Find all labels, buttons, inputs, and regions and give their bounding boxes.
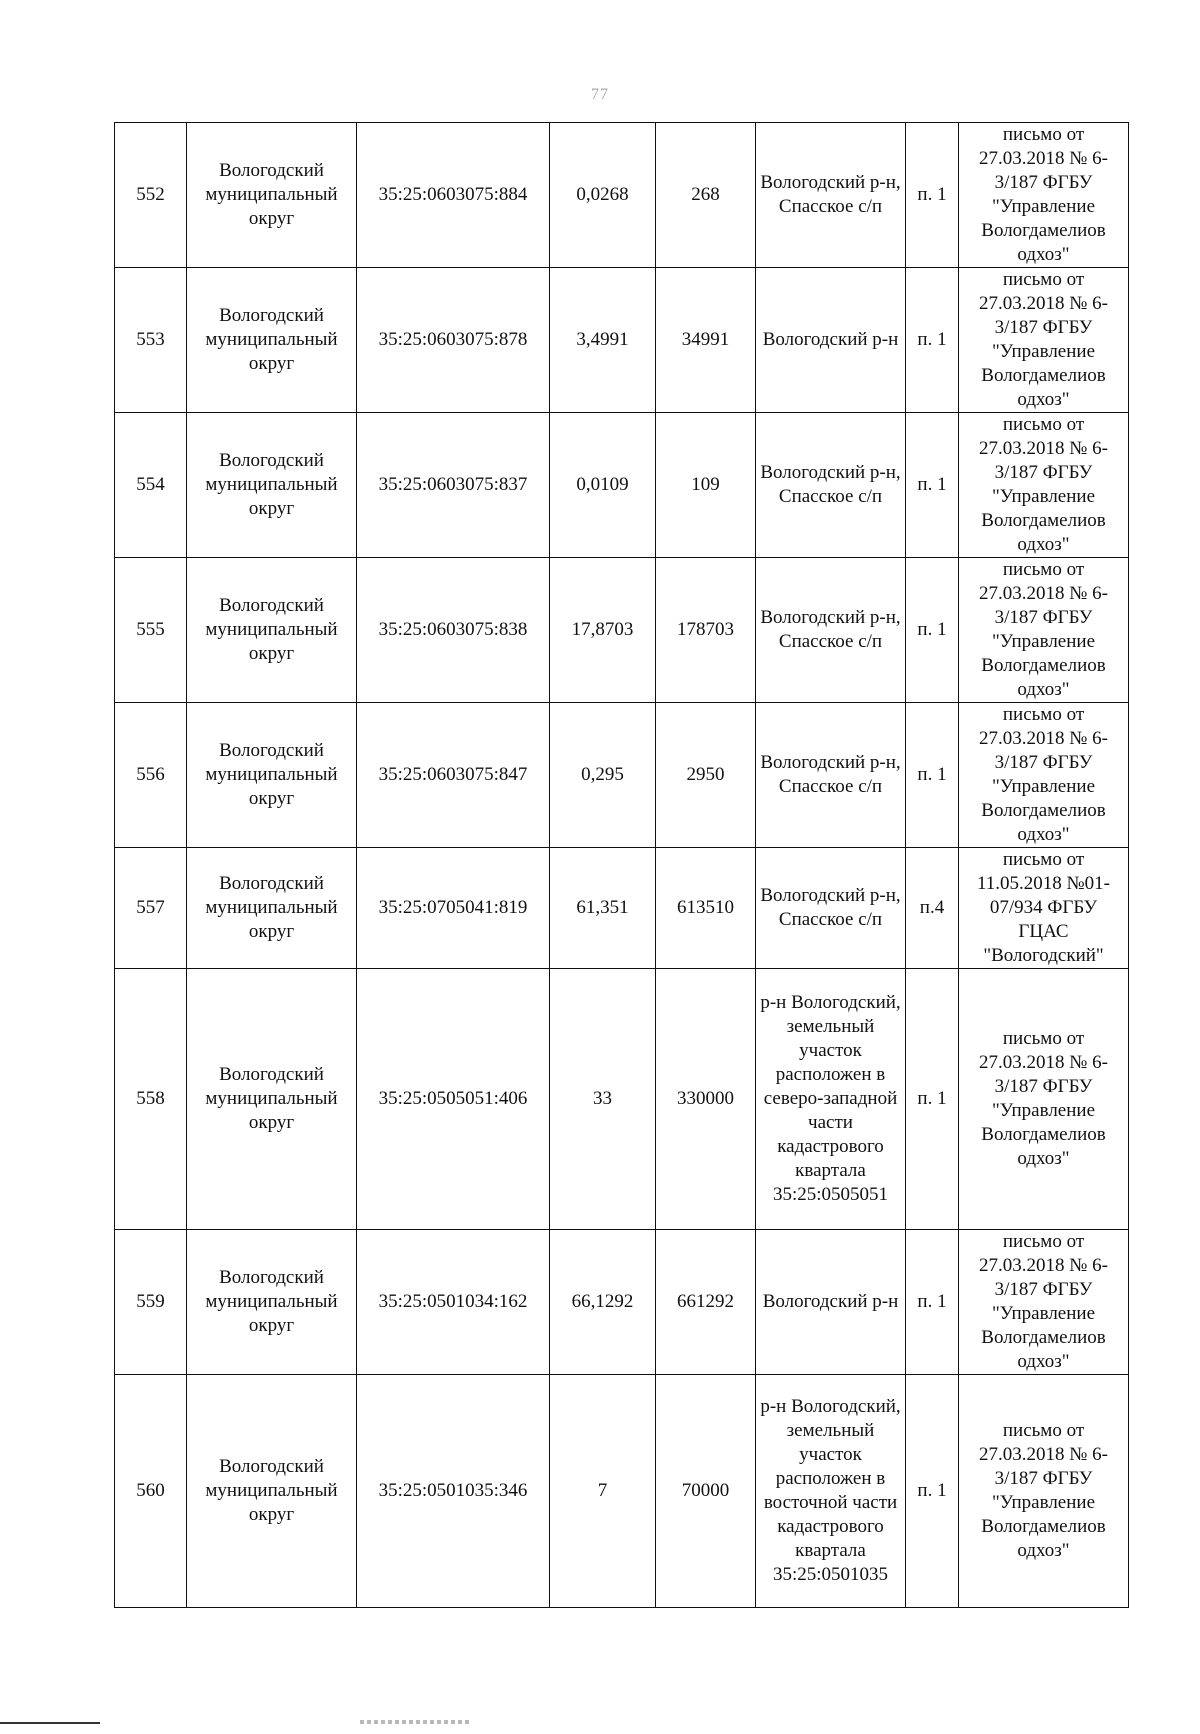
table-row (115, 848, 1129, 969)
area-ha-cell: 17,8703 (550, 558, 656, 703)
area-sqm-cell: 34991 (656, 268, 756, 413)
table-row (115, 969, 1129, 1230)
point-cell: п. 1 (906, 703, 959, 848)
area-ha-cell: 61,351 (550, 848, 656, 969)
document-cell: письмо от 27.03.2018 № 6-3/187 ФГБУ "Управление Вологдамелиов одхоз" (959, 413, 1129, 558)
table-row (115, 413, 1129, 558)
row-number: 552 (115, 123, 187, 268)
municipality-cell: Вологодский муниципальный округ (187, 558, 357, 703)
area-sqm-cell: 70000 (656, 1375, 756, 1608)
location-cell: Вологодский р-н, Спасское с/п (756, 703, 906, 848)
location-cell: Вологодский р-н, Спасское с/п (756, 558, 906, 703)
page-number: 77 (591, 86, 609, 103)
cadastral-number-cell: 35:25:0603075:837 (357, 413, 550, 558)
row-number: 553 (115, 268, 187, 413)
table-row (115, 1230, 1129, 1375)
municipality-cell: Вологодский муниципальный округ (187, 1375, 357, 1608)
area-ha-cell: 0,295 (550, 703, 656, 848)
municipality-cell: Вологодский муниципальный округ (187, 848, 357, 969)
municipality-cell: Вологодский муниципальный округ (187, 268, 357, 413)
row-number: 557 (115, 848, 187, 969)
document-cell: письмо от 27.03.2018 № 6-3/187 ФГБУ "Управление Вологдамелиов одхоз" (959, 123, 1129, 268)
area-sqm-cell: 178703 (656, 558, 756, 703)
cadastral-number-cell: 35:25:0603075:847 (357, 703, 550, 848)
row-number: 559 (115, 1230, 187, 1375)
table-row (115, 703, 1129, 848)
location-cell: Вологодский р-н, Спасское с/п (756, 413, 906, 558)
cadastral-number-cell: 35:25:0603075:838 (357, 558, 550, 703)
municipality-cell: Вологодский муниципальный округ (187, 969, 357, 1230)
area-sqm-cell: 613510 (656, 848, 756, 969)
row-number: 554 (115, 413, 187, 558)
point-cell: п. 1 (906, 558, 959, 703)
footer-line (0, 1722, 100, 1724)
row-number: 555 (115, 558, 187, 703)
area-ha-cell: 3,4991 (550, 268, 656, 413)
cadastral-number-cell: 35:25:0505051:406 (357, 969, 550, 1230)
document-cell: письмо от 11.05.2018 №01-07/934 ФГБУ ГЦАС "Вологодский" (959, 848, 1129, 969)
area-ha-cell: 66,1292 (550, 1230, 656, 1375)
table-row (115, 558, 1129, 703)
row-number: 560 (115, 1375, 187, 1608)
row-number: 558 (115, 969, 187, 1230)
point-cell: п. 1 (906, 268, 959, 413)
row-number: 556 (115, 703, 187, 848)
document-cell: письмо от 27.03.2018 № 6-3/187 ФГБУ "Управление Вологдамелиов одхоз" (959, 1375, 1129, 1608)
document-cell: письмо от 27.03.2018 № 6-3/187 ФГБУ "Управление Вологдамелиов одхоз" (959, 268, 1129, 413)
area-ha-cell: 33 (550, 969, 656, 1230)
table-row (115, 123, 1129, 268)
document-cell: письмо от 27.03.2018 № 6-3/187 ФГБУ "Управление Вологдамелиов одхоз" (959, 558, 1129, 703)
location-cell: Вологодский р-н (756, 1230, 906, 1375)
location-cell: Вологодский р-н (756, 268, 906, 413)
area-sqm-cell: 330000 (656, 969, 756, 1230)
municipality-cell: Вологодский муниципальный округ (187, 413, 357, 558)
location-cell: р-н Вологодский, земельный участок расположен в северо-западной части кадастрового квартала 35:25:0505051 (756, 969, 906, 1230)
cadastral-number-cell: 35:25:0603075:878 (357, 268, 550, 413)
document-cell: письмо от 27.03.2018 № 6-3/187 ФГБУ "Управление Вологдамелиов одхоз" (959, 703, 1129, 848)
cadastral-number-cell: 35:25:0501034:162 (357, 1230, 550, 1375)
cadastral-number-cell: 35:25:0705041:819 (357, 848, 550, 969)
table-row (115, 268, 1129, 413)
cadastral-number-cell: 35:25:0501035:346 (357, 1375, 550, 1608)
point-cell: п. 1 (906, 1230, 959, 1375)
location-cell: Вологодский р-н, Спасское с/п (756, 848, 906, 969)
area-ha-cell: 0,0268 (550, 123, 656, 268)
location-cell: р-н Вологодский, земельный участок расположен в восточной части кадастрового квартала 35:25:0501035 (756, 1375, 906, 1608)
footer-scan-artifact (360, 1720, 470, 1724)
municipality-cell: Вологодский муниципальный округ (187, 123, 357, 268)
point-cell: п. 1 (906, 969, 959, 1230)
point-cell: п.4 (906, 848, 959, 969)
area-sqm-cell: 2950 (656, 703, 756, 848)
area-sqm-cell: 268 (656, 123, 756, 268)
area-sqm-cell: 109 (656, 413, 756, 558)
document-cell: письмо от 27.03.2018 № 6-3/187 ФГБУ "Управление Вологдамелиов одхоз" (959, 969, 1129, 1230)
cadastral-number-cell: 35:25:0603075:884 (357, 123, 550, 268)
area-sqm-cell: 661292 (656, 1230, 756, 1375)
point-cell: п. 1 (906, 123, 959, 268)
point-cell: п. 1 (906, 413, 959, 558)
municipality-cell: Вологодский муниципальный округ (187, 703, 357, 848)
area-ha-cell: 7 (550, 1375, 656, 1608)
area-ha-cell: 0,0109 (550, 413, 656, 558)
land-plot-table (114, 122, 1129, 1608)
table-row (115, 1375, 1129, 1608)
location-cell: Вологодский р-н, Спасское с/п (756, 123, 906, 268)
document-cell: письмо от 27.03.2018 № 6-3/187 ФГБУ "Управление Вологдамелиов одхоз" (959, 1230, 1129, 1375)
municipality-cell: Вологодский муниципальный округ (187, 1230, 357, 1375)
point-cell: п. 1 (906, 1375, 959, 1608)
